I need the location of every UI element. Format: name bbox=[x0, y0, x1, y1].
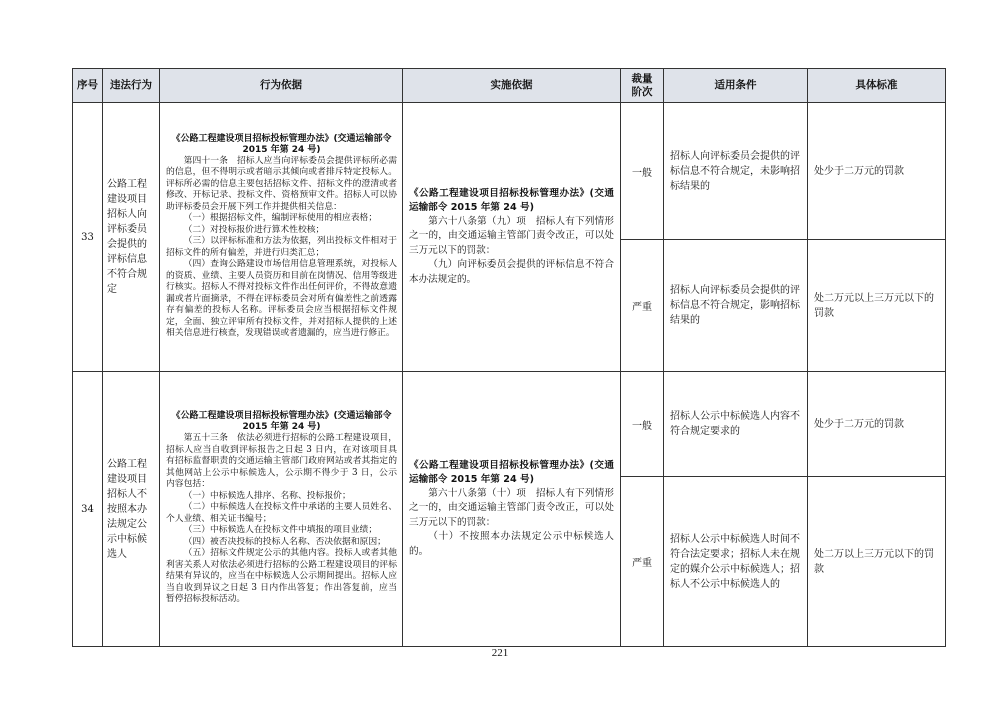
penalty-table bbox=[72, 68, 946, 647]
level-serious: 严重 bbox=[621, 477, 664, 647]
basis-para: （四）被否决投标的投标人名称、否决依据和原因； bbox=[183, 536, 386, 547]
basis-para: （三）中标候选人在投标文件中填报的项目业绩； bbox=[183, 525, 378, 536]
header-std: 具体标准 bbox=[808, 69, 946, 103]
std-general: 处少于二万元的罚款 bbox=[808, 103, 946, 240]
row-basis bbox=[160, 103, 403, 372]
header-act: 违法行为 bbox=[103, 69, 160, 103]
cond-serious: 招标人向评标委员会提供的评标信息不符合规定，影响招标结果的 bbox=[664, 240, 808, 372]
basis-para: （二）中标候选人在投标文件中承诺的主要人员姓名、个人业绩、相关证书编号； bbox=[166, 502, 397, 524]
impl-title: 《公路工程建设项目招标投标管理办法》(交通运输部令 2015 年第 24 号) bbox=[409, 187, 614, 213]
page-number: 221 bbox=[491, 647, 509, 659]
level-general: 一般 bbox=[621, 103, 664, 240]
impl-para: （十）不按照本办法规定公示中标候选人的。 bbox=[409, 531, 614, 557]
cond-general: 招标人公示中标候选人内容不符合规定要求的 bbox=[664, 372, 808, 477]
header-cond: 适用条件 bbox=[664, 69, 808, 103]
std-serious: 处二万以上三万元以下的罚款 bbox=[808, 477, 946, 647]
row-impl bbox=[403, 372, 621, 647]
basis-title: 《公路工程建设项目招标投标管理办法》(交通运输部令 2015 年第 24 号) bbox=[171, 133, 392, 155]
basis-para: 第四十一条 招标人应当向评标委员会提供评标所必需的信息，但不得明示或者暗示其倾向或者排斥特定投标人。评标所必需的信息主要包括招标文件、招标文件的澄清或者修改、开标记录、投标文件、资格预审文件。招标人可以协助评标委员会开展下列工作并提供相关信息： bbox=[166, 155, 397, 212]
std-general: 处少于二万元的罚款 bbox=[808, 372, 946, 477]
basis-para: （一）根据招标文件，编制评标使用的相应表格； bbox=[183, 213, 378, 223]
basis-para: （二）对投标报价进行算术性校核； bbox=[183, 224, 325, 235]
header-level-line2: 阶次 bbox=[631, 85, 653, 98]
impl-title: 《公路工程建设项目招标投标管理办法》(交通运输部令 2015 年第 24 号) bbox=[409, 459, 614, 485]
header-basis: 行为依据 bbox=[160, 69, 403, 103]
row-basis bbox=[160, 372, 403, 647]
impl-para: 第六十八条第（九）项 招标人有下列情形之一的，由交通运输主管部门责令改正，可以处三万元以下的罚款： bbox=[409, 215, 614, 256]
row-act: 公路工程建设项目招标人不按照本办法规定公示中标候选人 bbox=[103, 372, 160, 647]
basis-para: （一）中标候选人排序、名称、投标报价； bbox=[183, 490, 351, 501]
header-level-line1: 裁量 bbox=[631, 72, 653, 85]
table-row bbox=[73, 103, 946, 240]
cond-general: 招标人向评标委员会提供的评标信息不符合规定，未影响招标结果的 bbox=[664, 103, 808, 240]
header-impl: 实施依据 bbox=[403, 69, 621, 103]
basis-para: （三）以评标标准和方法为依据，列出投标文件相对于招标文件的所有偏差，并进行归类汇总； bbox=[166, 236, 397, 258]
level-serious: 严重 bbox=[621, 240, 664, 372]
level-general: 一般 bbox=[621, 372, 664, 477]
impl-para: 第六十八条第（十）项 招标人有下列情形之一的，由交通运输主管部门责令改正，可以处三万元以下的罚款： bbox=[409, 487, 614, 528]
row-seq: 34 bbox=[73, 372, 103, 647]
row-seq: 33 bbox=[73, 103, 103, 372]
row-impl bbox=[403, 103, 621, 372]
table-row bbox=[73, 372, 946, 477]
row-act: 公路工程建设项目招标人向评标委员会提供的评标信息不符合规定 bbox=[103, 103, 160, 372]
header-seq: 序号 bbox=[73, 69, 103, 103]
cond-serious: 招标人公示中标候选人时间不符合法定要求；招标人未在规定的媒介公示中标候选人；招标人不公示中标候选人的 bbox=[664, 477, 808, 647]
header-row bbox=[73, 69, 946, 103]
impl-para: （九）向评标委员会提供的评标信息不符合本办法规定的。 bbox=[409, 259, 614, 285]
header-level bbox=[621, 69, 664, 103]
basis-para: 第五十三条 依法必须进行招标的公路工程建设项目，招标人应当自收到评标报告之日起 3 日内，在对该项目具有招标监督职责的交通运输主管部门政府网站或者其指定的其他网站上公示中标候选人，公示期不得少于 3 日，公示内容包括： bbox=[166, 433, 397, 490]
std-serious: 处二万元以上三万元以下的罚款 bbox=[808, 240, 946, 372]
basis-para: （四）查询公路建设市场信用信息管理系统，对投标人的资质、业绩、主要人员资历和目前在岗情况、信用等级进行核实。招标人不得对投标文件作出任何评价，不得故意遗漏或者片面摘录，不得在评标委员会对所有偏差性之前透露存有偏差的投标人名称。评标委员会应当根据招标文件规定，全面、独立评审所有投标文件，并对招标人提供的上述相关信息进行核查，发现错误或者遗漏的，应当进行修正。 bbox=[166, 259, 397, 338]
basis-title: 《公路工程建设项目招标投标管理办法》(交通运输部令 2015 年第 24 号) bbox=[171, 411, 392, 433]
basis-para: （五）招标文件规定公示的其他内容。投标人或者其他利害关系人对依法必须进行招标的公路工程建设项目的评标结果有异议的，应当在中标候选人公示期间提出。招标人应当自收到异议之日起 3 日内作出答复；作出答复前，应当暂停招标投标活动。 bbox=[166, 548, 397, 605]
